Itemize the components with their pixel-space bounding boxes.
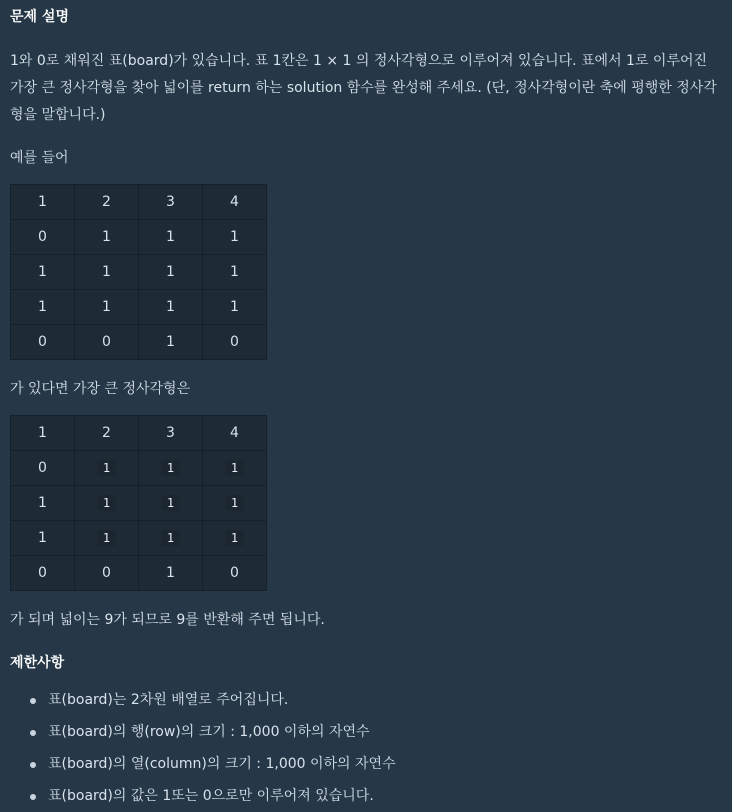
table-cell: 1 (139, 556, 203, 591)
table-row (11, 290, 267, 325)
list-item: 표(board)의 값은 1또는 0으로만 이루어져 있습니다. (48, 780, 722, 812)
table-cell: 1 (203, 220, 267, 255)
table-row (11, 521, 267, 556)
table-cell: 1 (139, 220, 203, 255)
table-cell: 1 (75, 290, 139, 325)
table-row (11, 220, 267, 255)
table-cell (75, 486, 139, 521)
table-cell: 1 (11, 185, 75, 220)
result-text: 가 되며 넓이는 9가 되므로 9를 반환해 주면 됩니다. (10, 612, 325, 628)
table-cell (139, 486, 203, 521)
table-cell: 4 (203, 185, 267, 220)
list-item: 표(board)는 2차원 배열로 주어집니다. (48, 684, 722, 716)
table-cell: 1 (11, 290, 75, 325)
table-cell: 0 (11, 220, 75, 255)
highlighted-cell-value: 1 (97, 530, 116, 546)
highlighted-cell-value: 1 (225, 530, 244, 546)
table-row (11, 451, 267, 486)
table-cell (75, 521, 139, 556)
table-cell: 1 (139, 325, 203, 360)
table-cell: 1 (11, 416, 75, 451)
table-row (11, 255, 267, 290)
list-item: 표(board)의 행(row)의 크기 : 1,000 이하의 자연수 (48, 716, 722, 748)
table-cell: 0 (203, 556, 267, 591)
table-cell: 1 (203, 290, 267, 325)
example-table-2 (10, 415, 267, 591)
highlighted-cell-value: 1 (225, 460, 244, 476)
highlighted-cell-value: 1 (161, 530, 180, 546)
table-cell: 1 (139, 255, 203, 290)
constraints-list (10, 684, 722, 812)
table-cell (139, 451, 203, 486)
table-row (11, 556, 267, 591)
table-cell (203, 486, 267, 521)
table-cell: 0 (203, 325, 267, 360)
table-cell: 0 (75, 325, 139, 360)
table-cell: 1 (203, 255, 267, 290)
example-table-1 (10, 184, 267, 360)
table-cell: 0 (11, 556, 75, 591)
table-cell: 1 (11, 486, 75, 521)
table-cell: 2 (75, 416, 139, 451)
section-title: 문제 설명 (10, 9, 69, 25)
table-cell: 3 (139, 185, 203, 220)
table-cell (139, 521, 203, 556)
highlighted-cell-value: 1 (225, 495, 244, 511)
highlighted-cell-value: 1 (161, 495, 180, 511)
constraints-title: 제한사항 (10, 655, 65, 671)
example-label: 예를 들어 (10, 150, 69, 166)
table-row (11, 416, 267, 451)
table-row (11, 185, 267, 220)
table-cell: 0 (75, 556, 139, 591)
table-cell: 1 (11, 255, 75, 290)
table-cell (75, 451, 139, 486)
table-cell (203, 521, 267, 556)
table-cell: 4 (203, 416, 267, 451)
highlighted-cell-value: 1 (97, 460, 116, 476)
table-row (11, 325, 267, 360)
highlighted-cell-value: 1 (97, 495, 116, 511)
highlighted-cell-value: 1 (161, 460, 180, 476)
table-cell: 2 (75, 185, 139, 220)
table-cell: 1 (75, 220, 139, 255)
table-row (11, 486, 267, 521)
table-cell: 0 (11, 325, 75, 360)
table-cell: 0 (11, 451, 75, 486)
description-text: 1와 0로 채워진 표(board)가 있습니다. 표 1칸은 1 × 1 의 정사각형으로 이루어져 있습니다. 표에서 1로 이루어진 가장 큰 정사각형을 찾아 넓이를 return 하는 solution 함수를 완성해 주세요. (단, 정사각형이란 축에 평행한 정사각형을 말합니다.) (10, 53, 717, 123)
table-cell: 3 (139, 416, 203, 451)
table-cell: 1 (11, 521, 75, 556)
table-cell: 1 (139, 290, 203, 325)
list-item: 표(board)의 열(column)의 크기 : 1,000 이하의 자연수 (48, 748, 722, 780)
table-cell: 1 (75, 255, 139, 290)
middle-text: 가 있다면 가장 큰 정사각형은 (10, 381, 191, 397)
table-cell (203, 451, 267, 486)
